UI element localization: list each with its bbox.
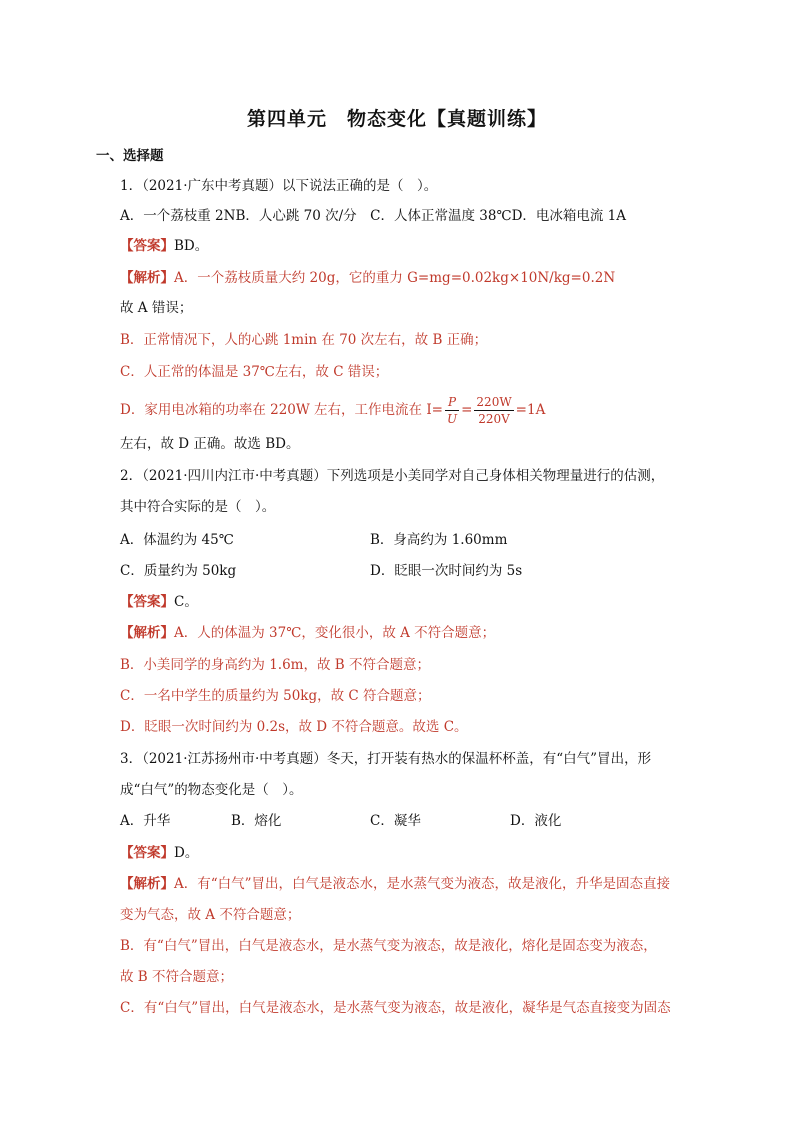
answer-tag: 【答案】 [120, 845, 174, 861]
question-2-option-c: C．质量约为 50kg [120, 563, 237, 579]
question-3-option-c: C．凝华 [370, 813, 421, 829]
formula-fraction-values [474, 394, 513, 427]
question-1-answer [120, 236, 208, 256]
formula-prefix: D．家用电冰箱的功率在 220W 左右，工作电流在 I= [120, 402, 443, 418]
answer-value: D。 [174, 845, 199, 861]
question-1-stem: 1．（2021·广东中考真题）以下说法正确的是（ ）。 [120, 178, 438, 194]
analysis-text: A．一个荔枝质量大约 20g，它的重力 G=mg=0.02kg×10N/kg=0.2N [174, 270, 616, 286]
analysis-text: A．人的体温为 37℃，变化很小，故 A 不符合题意； [174, 625, 496, 641]
analysis-text: A．有“白气”冒出，白气是液态水，是水蒸气变为液态，故是液化，升华是固态直接 [174, 876, 671, 892]
question-3-stem-line1: 3．（2021·江苏扬州市·中考真题）冬天，打开装有热水的保温杯杯盖，有“白气”冒出，形 [120, 751, 652, 767]
question-1-analysis-b: B．正常情况下，人的心跳 1min 在 70 次左右，故 B 正确； [120, 332, 488, 348]
answer-value: C。 [174, 594, 198, 610]
question-3-analysis-b1: B．有“白气”冒出，白气是液态水，是水蒸气变为液态，故是液化，熔化是固态变为液态， [120, 938, 657, 954]
question-2-option-d: D．眨眼一次时间约为 5s [370, 563, 523, 579]
analysis-tag: 【解析】 [120, 876, 174, 892]
question-2-option-b: B．身高约为 1.60mm [370, 532, 508, 548]
section-heading: 一、选择题 [96, 148, 164, 164]
question-1-analysis-d2: 左右，故 D 正确。故选 BD。 [120, 436, 300, 452]
question-2-stem-line1: 2．（2021·四川内江市·中考真题）下列选项是小美同学对自己身体相关物理量进行的估测， [120, 468, 665, 484]
question-3-analysis-a2: 变为气态，故 A 不符合题意； [120, 907, 301, 923]
question-3-option-b: B．熔化 [231, 813, 282, 829]
question-2-option-a: A．体温约为 45℃ [120, 532, 234, 548]
question-1-analysis-c: C．人正常的体温是 37℃左右，故 C 错误； [120, 364, 389, 380]
question-2-analysis-d: D．眨眼一次时间约为 0.2s，故 D 不符合题意。故选 C。 [120, 719, 468, 735]
question-1-options: A．一个荔枝重 2NB．人心跳 70 次/分 C．人体正常温度 38℃D．电冰箱电流 1A [120, 208, 627, 224]
page-title: 第四单元 物态变化【真题训练】 [246, 108, 547, 130]
question-3-analysis-b2: 故 B 不符合题意； [120, 969, 234, 985]
question-3-answer [120, 843, 198, 863]
fraction-denominator: U [446, 412, 458, 426]
fraction-denominator: 220V [478, 412, 510, 426]
question-3-option-a: A．升华 [120, 813, 171, 829]
question-3-option-d: D．液化 [510, 813, 562, 829]
fraction-numerator: P [445, 394, 459, 411]
question-2-analysis-b: B．小美同学的身高约为 1.6m，故 B 不符合题意； [120, 657, 430, 673]
question-3-analysis-c1: C．有“白气”冒出，白气是液态水，是水蒸气变为液态，故是液化，凝华是气态直接变为固态 [120, 1000, 671, 1016]
formula-fraction-pu [445, 394, 459, 427]
question-3-stem-line2: 成“白气”的物态变化是（ ）。 [120, 782, 303, 798]
answer-value: BD。 [174, 238, 209, 254]
formula-equals: = [461, 402, 473, 418]
question-1-analysis-a2: 故 A 错误； [120, 300, 193, 316]
analysis-tag: 【解析】 [120, 270, 174, 286]
formula-result: =1A [515, 402, 546, 418]
analysis-tag: 【解析】 [120, 625, 174, 641]
answer-tag: 【答案】 [120, 594, 174, 610]
question-2-stem-line2: 其中符合实际的是（ ）。 [120, 499, 276, 515]
question-1-analysis-a [120, 268, 615, 288]
question-2-analysis-c: C．一名中学生的质量约为 50kg，故 C 符合题意； [120, 688, 431, 704]
question-1-analysis-d [120, 393, 545, 427]
question-2-answer [120, 592, 198, 612]
answer-tag: 【答案】 [120, 238, 174, 254]
question-3-analysis-a1 [120, 874, 670, 894]
question-2-analysis-a [120, 623, 495, 643]
fraction-numerator: 220W [476, 395, 512, 409]
